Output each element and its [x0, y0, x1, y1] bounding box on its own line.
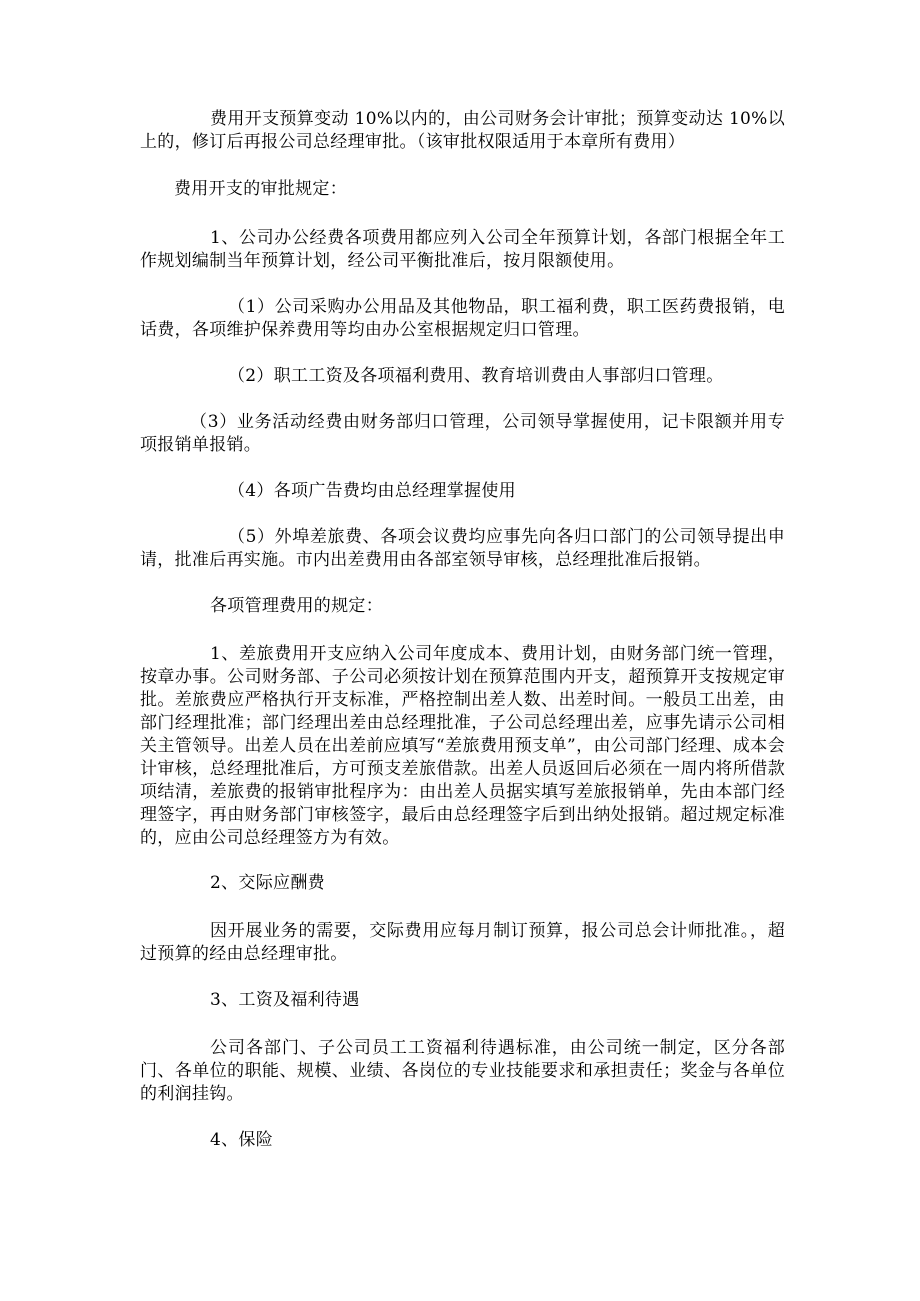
paragraph-entertainment: 因开展业务的需要，交际费用应每月制订预算，报公司总会计师批准。，超过预算的经由总经理审批。 — [140, 921, 785, 964]
paragraph-budget-change: 费用开支预算变动 10%以内的，由公司财务会计审批；预算变动达 10%以上的，修订后再报公司总经理审批。（该审批权限适用于本章所有费用） — [140, 109, 785, 152]
paragraph-salary-welfare: 公司各部门、子公司员工工资福利待遇标准，由公司统一制定，区分各部门、各单位的职能、规模、业绩、各岗位的专业技能要求和承担责任；奖金与各单位的利润挂钩。 — [140, 1038, 785, 1104]
heading-salary-welfare: 3、工资及福利待遇 — [210, 990, 360, 1010]
paragraph-item-1: （1）公司采购办公用品及其他物品，职工福利费，职工医药费报销，电话费，各项维护保养费用等均由办公室根据规定归口管理。 — [140, 297, 785, 340]
paragraph-item-4: （4）各项广告费均由总经理掌握使用 — [228, 481, 516, 501]
paragraph-item-3: （3）业务活动经费由财务部归口管理，公司领导掌握使用，记卡限额并用专项报销单报销。 — [140, 412, 785, 455]
heading-approval-rules: 费用开支的审批规定： — [174, 179, 347, 199]
paragraph-item-2: （2）职工工资及各项福利费用、教育培训费由人事部归口管理。 — [228, 366, 724, 386]
paragraph-travel-expenses: 1、差旅费用开支应纳入公司年度成本、费用计划，由财务部门统一管理，按章办事。公司财务部、子公司必须按计划在预算范围内开支，超预算开支按规定审批。差旅费应严格执行开支标准，严格控制出差人数、出差时间。一般员工出差，由部门经理批准；部门经理出差由总经理批准，子公司总经理出差，应事先请示公司相关主管领导。出差人员在出差前应填写“差旅费用预支单”，由公司部门经理、成本会计审核，总经理批准后，方可预支差旅借款。出差人员返回后必须在一周内将所借款项结清，差旅费的报销审批程序为：由出差人员据实填写差旅报销单，先由本部门经理签字，再由财务部门审核签字，最后由总经理签字后到出纳处报销。超过规定标准的，应由公司总经理签方为有效。 — [140, 644, 785, 848]
paragraph-item-5: （5）外埠差旅费、各项会议费均应事先向各归口部门的公司领导提出申请，批准后再实施。市内出差费用由各部室领导审核，总经理批准后报销。 — [140, 527, 785, 570]
paragraph-office-budget: 1、公司办公经费各项费用都应列入公司全年预算计划，各部门根据全年工作规划编制当年预算计划，经公司平衡批准后，按月限额使用。 — [140, 228, 785, 271]
heading-insurance: 4、保险 — [210, 1130, 274, 1150]
heading-entertainment: 2、交际应酬费 — [210, 873, 325, 893]
heading-management-fees: 各项管理费用的规定： — [210, 596, 383, 616]
